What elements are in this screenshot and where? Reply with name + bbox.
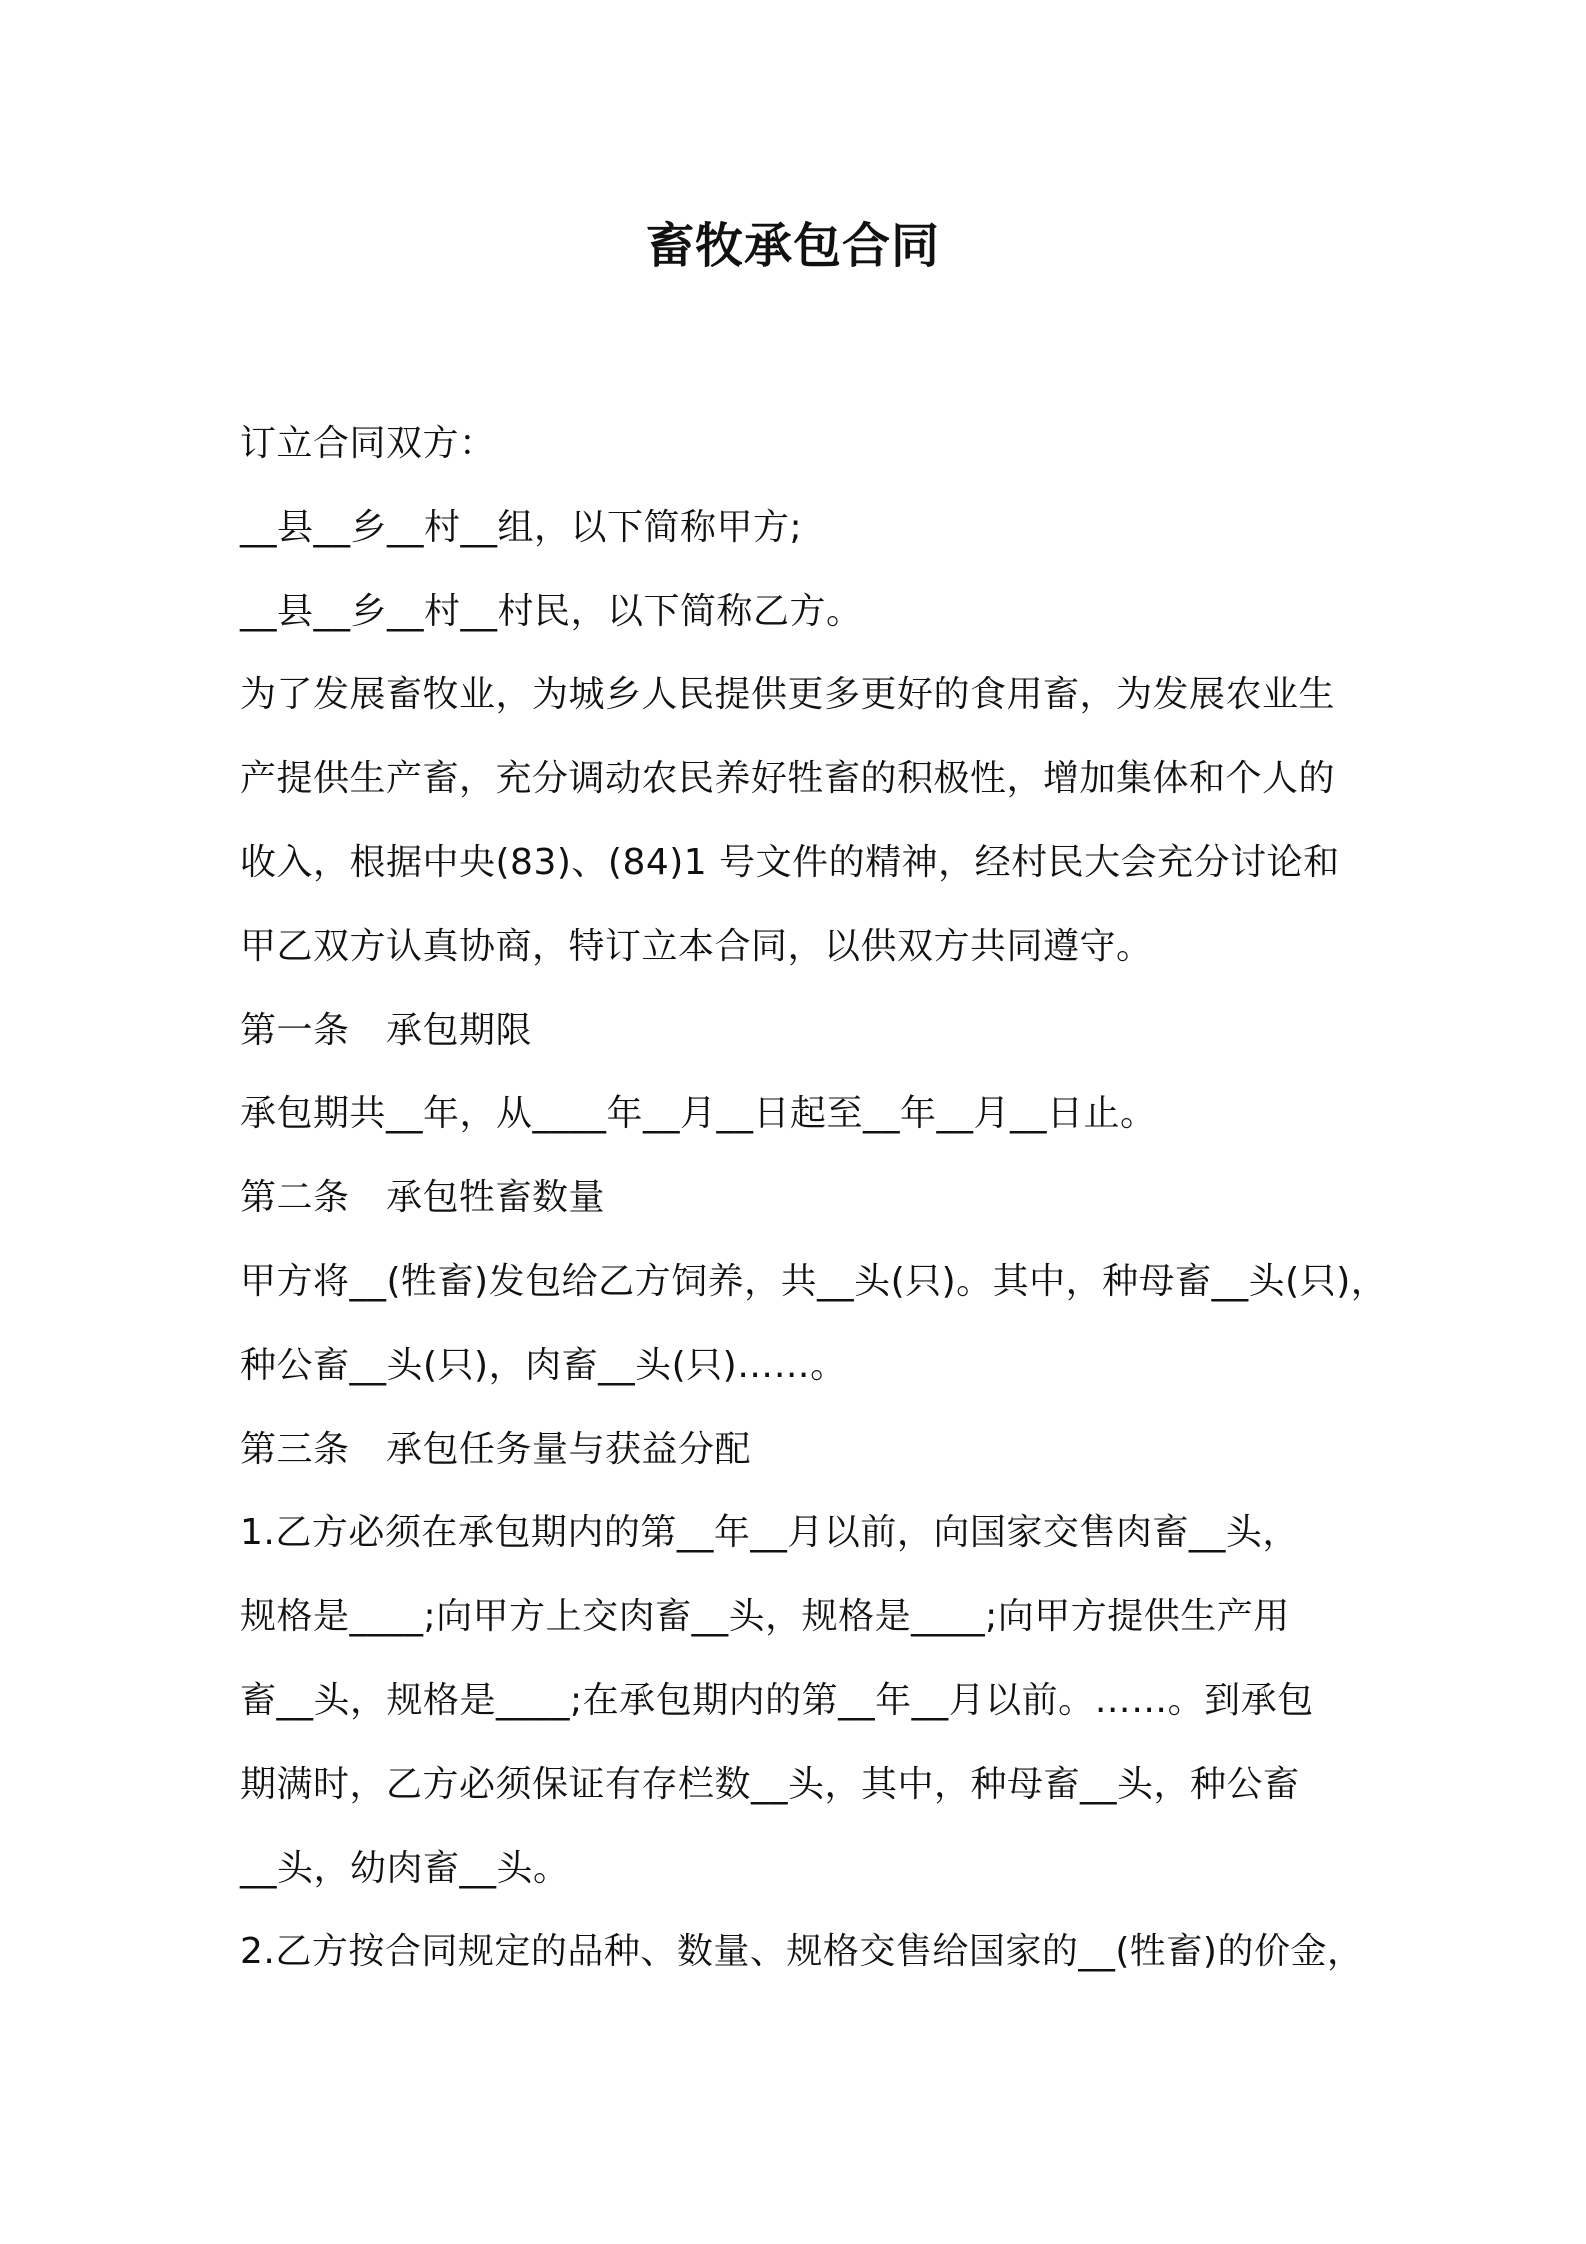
preamble-line-2: 产提供生产畜，充分调动农民养好牲畜的积极性，增加集体和个人的 xyxy=(240,758,1336,800)
party-a-line: __县__乡__村__组，以下简称甲方; xyxy=(240,506,803,548)
article-2-text-1: 甲方将__(牲畜)发包给乙方饲养，共__头(只)。其中，种母畜__头(只)， xyxy=(240,1260,1388,1302)
article-3-item-1-line-1: 1.乙方必须在承包期内的第__年__月以前，向国家交售肉畜__头， xyxy=(240,1512,1299,1554)
article-3-heading: 第三条 承包任务量与获益分配 xyxy=(240,1428,752,1470)
preamble-line-3: 收入，根据中央(83)、(84)1 号文件的精神，经村民大会充分讨论和 xyxy=(240,841,1340,883)
article-3-item-1-line-2: 规格是____;向甲方上交肉畜__头，规格是____;向甲方提供生产用 xyxy=(240,1596,1290,1638)
document-body xyxy=(240,402,1388,1994)
article-3-item-1-line-5: __头，幼肉畜__头。 xyxy=(240,1847,570,1889)
article-1-text: 承包期共__年，从____年__月__日起至__年__月__日止。 xyxy=(240,1093,1157,1135)
preamble-line-1: 为了发展畜牧业，为城乡人民提供更多更好的食用畜，为发展农业生 xyxy=(240,674,1336,716)
article-3-item-1-line-4: 期满时，乙方必须保证有存栏数__头，其中，种母畜__头，种公畜 xyxy=(240,1763,1300,1805)
party-b-line: __县__乡__村__村民，以下简称乙方。 xyxy=(240,590,863,632)
article-1-heading: 第一条 承包期限 xyxy=(240,1009,533,1051)
article-3-item-1-line-3: 畜__头，规格是____;在承包期内的第__年__月以前。……。到承包 xyxy=(240,1679,1314,1721)
article-2-heading: 第二条 承包牲畜数量 xyxy=(240,1177,606,1219)
article-3-item-2-line-1: 2.乙方按合同规定的品种、数量、规格交售给国家的__(牲畜)的价金， xyxy=(240,1931,1364,1973)
article-2-text-2: 种公畜__头(只)，肉畜__头(只)……。 xyxy=(240,1344,847,1386)
parties-heading: 订立合同双方： xyxy=(240,423,496,464)
document-title: 畜牧承包合同 xyxy=(645,218,940,274)
preamble-line-4: 甲乙双方认真协商，特订立本合同，以供双方共同遵守。 xyxy=(240,925,1153,967)
